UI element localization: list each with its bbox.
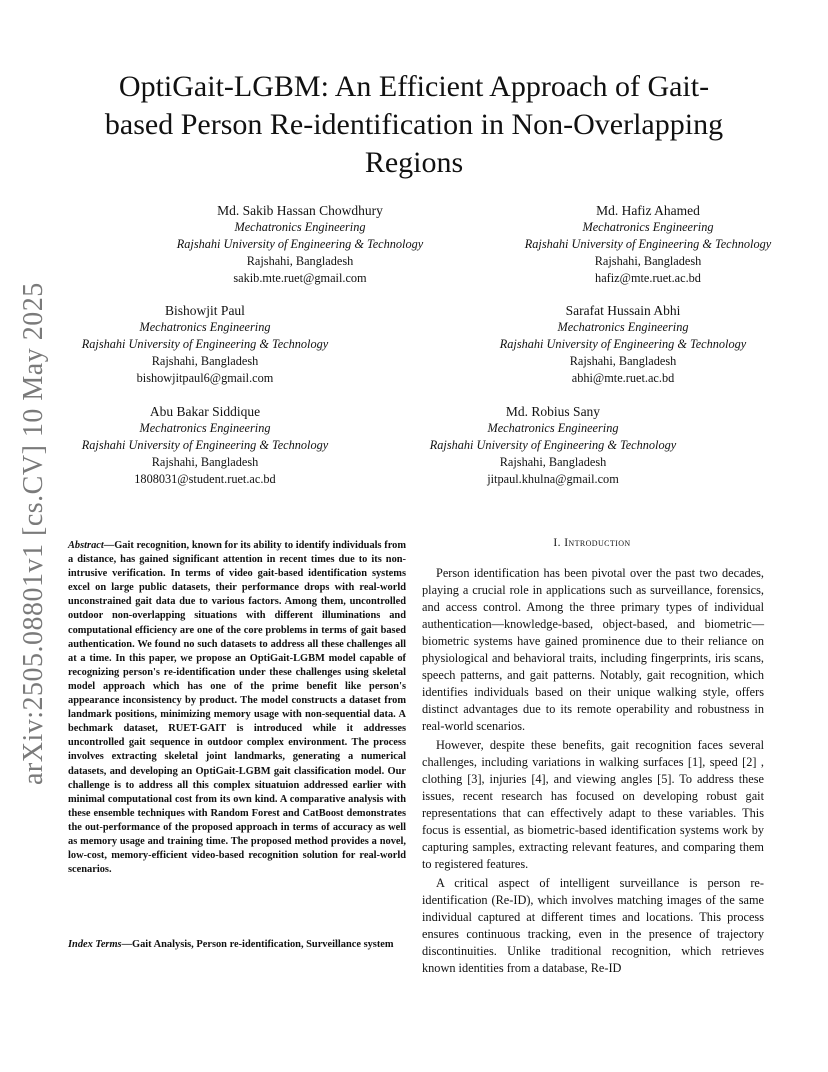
author-dept: Mechatronics Engineering [139,421,271,435]
author-location: Rajshahi, Bangladesh [499,455,607,469]
body-paragraph: Person identification has been pivotal over the past two decades, playing a crucial role in applications such as surveillance, forensics, and access control. Among the three primary types of individual authentication—knowledge-based, object-based, and biometric—biometric systems have gained prominence due to their reliance on physiological and behavioral traits, including fingerprints, iris scans, speech patterns, and gait patterns. Notably, gait recognition, which identifies individuals based on their unique walking style, offers distinct advantages due to its remote operability and robustness in real-world scenarios. [422,566,764,733]
author-university: Rajshahi University of Engineering & Technology [429,438,677,452]
author-email: abhi@mte.ruet.ac.bd [571,371,675,385]
author-location: Rajshahi, Bangladesh [246,254,354,268]
abstract-label: Abstract [68,540,104,551]
author-university: Rajshahi University of Engineering & Technology [499,337,747,351]
author-block [388,403,718,488]
author-email: jitpaul.khulna@gmail.com [487,472,619,486]
author-dept: Mechatronics Engineering [139,320,271,334]
author-location: Rajshahi, Bangladesh [151,455,259,469]
author-university: Rajshahi University of Engineering & Technology [81,438,329,452]
section-heading [420,537,764,549]
abstract: Abstract—Gait recognition, known for its ability to identify individuals from a distance, has gained significant attention in recent times due to its non-intrusive verification. In terms of video gait-based identification systems excel on large public datasets, their performance drops with real-world unconstrained gait data due to various factors. Among them, uncontrolled outdoor non-overlapping situations with different illuminations and computational efficiency are one of the core problems in terms of gait based authentication. We found no such datasets to address all these challenges all at a time. In this paper, we propose an OptiGait-LGBM model capable of recognizing person's re-identification under these challenges using skeletal model approach which has one of the prime benefit like person's appearance inconsistency by product. The model constructs a dataset from landmark positions, minimizing memory usage with non-sequential data. A bechmark dataset, RUET-GAIT is introduced while it addresses uncontrolled gait sequence in outdoor complex environment. The process involves extracting skeletal joint landmarks, generating a numerical datasets, and developing an OptiGait-LGBM gait classification model. Our challenge is to address all this complex situatuion addressed earlier with minimal computational cost from its own kind. A comparative analysis with these ensemble techniques with Random Forest and CatBoost demonstrates the out-performance of the proposed approach in terms of accuracy as well as memory usage and training time. The proposed method provides a novel, low-cost, memory-efficient video-based recognition solution for real-world scenarios. [68,540,406,876]
author-location: Rajshahi, Bangladesh [569,354,677,368]
author-location: Rajshahi, Bangladesh [594,254,702,268]
author-name: Sarafat Hussain Abhi [565,303,681,318]
author-dept: Mechatronics Engineering [234,220,366,234]
author-dept: Mechatronics Engineering [557,320,689,334]
author-university: Rajshahi University of Engineering & Technology [81,337,329,351]
arxiv-identifier: arXiv:2505.08801v1 [cs.CV] 10 May 2025 [18,282,49,785]
author-block [458,302,788,387]
author-university: Rajshahi University of Engineering & Technology [176,237,424,251]
author-dept: Mechatronics Engineering [582,220,714,234]
index-terms-label: Index Terms [68,939,122,950]
body-paragraph: However, despite these benefits, gait recognition faces several challenges, including variations in walking surfaces [1], speed [2] , clothing [3], injuries [4], and viewing angles [5]. To address these issues, recent research has focused on developing robust gait representations that can effectively adapt to these variables. This focus is essential, as biometric-based identification systems work by capturing samples, extracting relevant features, and comparing them to registered features. [422,738,764,871]
author-email: hafiz@mte.ruet.ac.bd [595,271,701,285]
body-paragraph: A critical aspect of intelligent surveillance is person re-identification (Re-ID), which involves matching images of the same individual captured at different times and locations. This process ensures continuous tracking, even in the presence of trajectory discontinuities. Unlike traditional recognition, which retrieves known identities from a database, Re-ID [422,876,764,975]
index-terms-text: Gait Analysis, Person re-identification, Surveillance system [132,939,394,950]
section-number: I. [553,537,561,549]
author-location: Rajshahi, Bangladesh [151,354,259,368]
author-block [468,202,828,287]
author-email: 1808031@student.ruet.ac.bd [134,472,276,486]
author-block [40,403,370,488]
author-name: Md. Robius Sany [505,404,601,419]
introduction-body [422,565,764,979]
author-email: bishowjitpaul6@gmail.com [136,371,274,385]
section-title: Introduction [564,537,631,549]
abstract-text: Gait recognition, known for its ability to identify individuals from a distance, has gained significant attention in recent times due to its non-intrusive verification. In terms of video gait-based identification systems excel on large public datasets, their performance drops with real-world unconstrained gait data due to various factors. Among them, uncontrolled outdoor non-overlapping situations with different illuminations and computational efficiency are one of the core problems in terms of gait based authentication. We found no such datasets to address all these challenges all at a time. In this paper, we propose an OptiGait-LGBM model capable of recognizing person's re-identification under these challenges using skeletal model approach which has one of the prime benefit like person's appearance inconsistency by product. The model constructs a dataset from landmark positions, minimizing memory usage with non-sequential data. A bechmark dataset, RUET-GAIT is introduced while it addresses uncontrolled gait sequence in outdoor complex environment. The process involves extracting skeletal joint landmarks, generating a numerical datasets, and developing an OptiGait-LGBM gait classification model. Our challenge is to address all this complex situatuion addressed earlier with minimal computational cost from its own kind. A comparative analysis with these ensemble techniques with Random Forest and CatBoost demonstrates the out-performance of the proposed approach in terms of accuracy as well as memory usage and training time. The proposed method provides a novel, low-cost, memory-efficient video-based recognition solution for real-world scenarios. [68,540,406,876]
author-name: Md. Sakib Hassan Chowdhury [217,203,383,218]
paper-title: OptiGait-LGBM: An Efficient Approach of Gait-based Person Re-identification in Non-Overlapping Regions [104,70,724,179]
author-name: Md. Hafiz Ahamed [596,203,700,218]
author-dept: Mechatronics Engineering [487,421,619,435]
author-name: Abu Bakar Siddique [149,404,261,419]
author-email: sakib.mte.ruet@gmail.com [233,271,367,285]
author-block [120,202,480,287]
author-university: Rajshahi University of Engineering & Technology [524,237,772,251]
author-block [40,302,370,387]
author-name: Bishowjit Paul [165,303,245,318]
index-terms: Index Terms—Gait Analysis, Person re-identification, Surveillance system [68,939,394,950]
